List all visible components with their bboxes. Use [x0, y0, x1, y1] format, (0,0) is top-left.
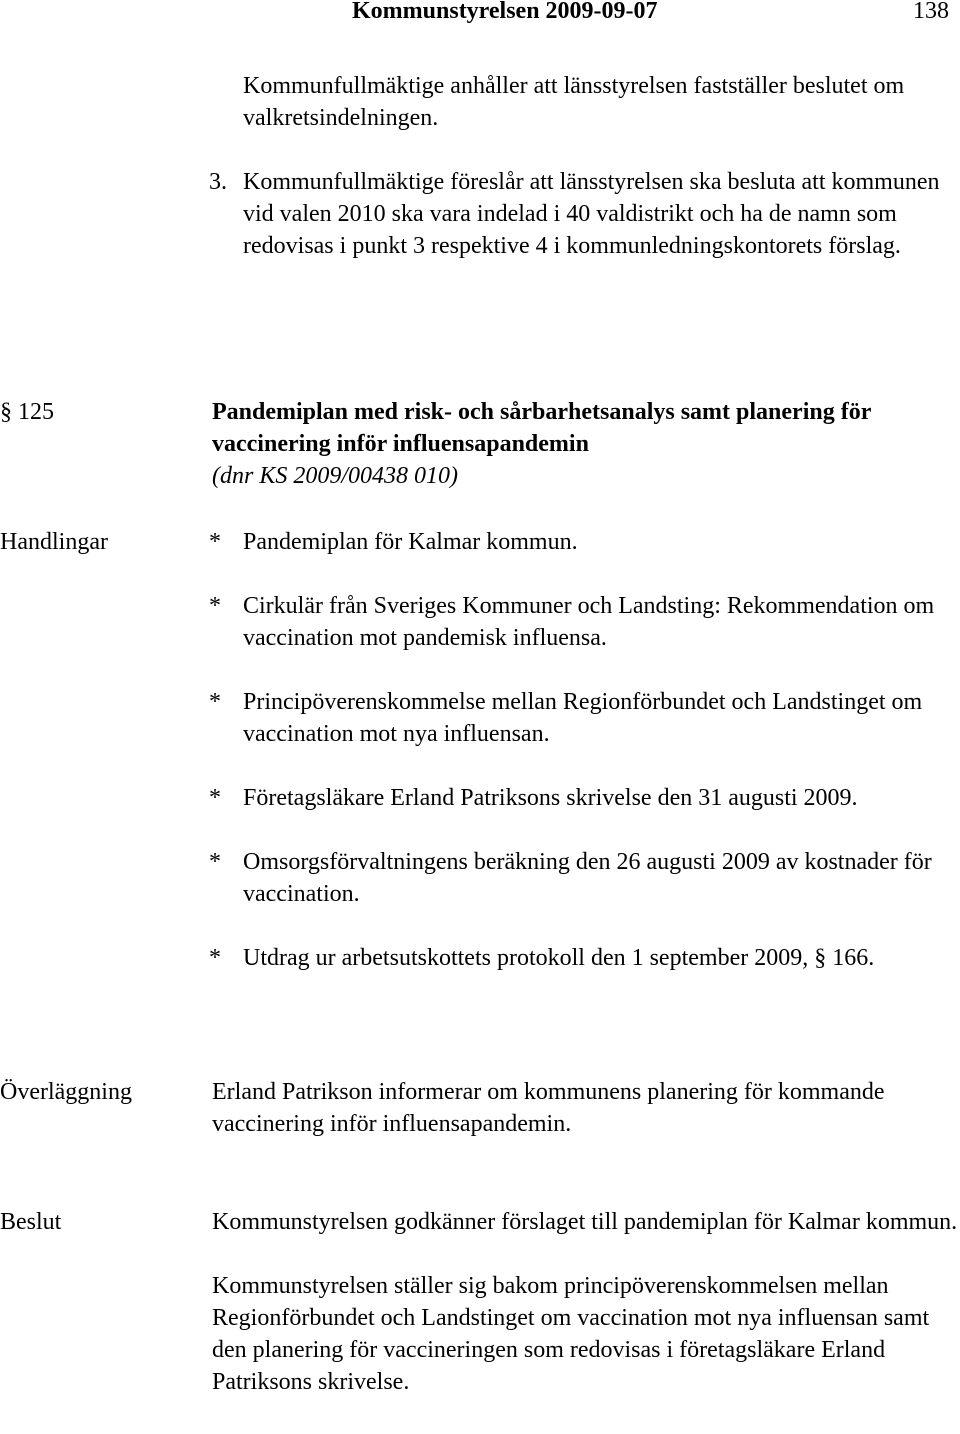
bullet-marker: *: [209, 849, 221, 875]
intro-text: Kommunfullmäktige anhåller att länsstyrelsen fastställer beslutet om valkretsindelningen.: [243, 73, 905, 131]
list-item: [209, 526, 960, 558]
list-item: [209, 686, 960, 750]
numbered-point-3: [209, 166, 960, 262]
list-item: [209, 942, 960, 974]
point-text: Kommunfullmäktige föreslår att länsstyrelsen ska besluta att kommunen vid valen 2010 ska vara indelad i 40 valdistrikt och ha de namn som redovisas i punkt 3 respektive 4 i kommunledningskontorets förslag.: [243, 169, 940, 259]
handlingar-label: Handlingar: [0, 529, 108, 555]
overlaggning-text: Erland Patrikson informerar om kommunens planering för kommande vaccinering inför influensapandemin.: [212, 1079, 885, 1137]
list-item: [209, 782, 960, 814]
bullet-marker: *: [209, 689, 221, 715]
list-item-text: Pandemiplan för Kalmar kommun.: [243, 529, 578, 555]
list-item-text: Cirkulär från Sveriges Kommuner och Landsting: Rekommendation om vaccination mot pandemisk influensa.: [243, 593, 935, 651]
list-item-text: Företagsläkare Erland Patriksons skrivelse den 31 augusti 2009.: [243, 785, 858, 811]
list-item-text: Utdrag ur arbetsutskottets protokoll den 1 september 2009, § 166.: [243, 945, 875, 971]
handlingar-list: [209, 526, 960, 1006]
beslut-label: Beslut: [0, 1209, 62, 1235]
intro-paragraph: [243, 70, 943, 134]
point-number: 3.: [209, 169, 227, 195]
overlaggning-paragraph: [212, 1076, 960, 1140]
bullet-marker: *: [209, 945, 221, 971]
bullet-marker: *: [209, 785, 221, 811]
section-number: § 125: [0, 399, 54, 425]
list-item-text: Omsorgsförvaltningens beräkning den 26 augusti 2009 av kostnader för vaccination.: [243, 849, 932, 907]
beslut-paragraphs: [212, 1206, 960, 1398]
section-title: Pandemiplan med risk- och sårbarhetsanalys samt planering för vaccinering inför influensapandemin: [212, 399, 871, 457]
document-header-title: Kommunstyrelsen 2009-09-07: [352, 0, 658, 24]
list-item: [209, 590, 960, 654]
list-item: [209, 846, 960, 910]
beslut-paragraph: Kommunstyrelsen ställer sig bakom principöverenskommelsen mellan Regionförbundet och Landstinget om vaccination mot nya influensan samt den planering för vaccineringen som redovisas i företagsläkare Erland Patriksons skrivelse.: [212, 1273, 930, 1395]
overlaggning-label: Överläggning: [0, 1079, 132, 1105]
beslut-paragraph: Kommunstyrelsen godkänner förslaget till pandemiplan för Kalmar kommun.: [212, 1209, 958, 1235]
bullet-marker: *: [209, 529, 221, 555]
list-item-text: Principöverenskommelse mellan Regionförbundet och Landstinget om vaccination mot nya influensan.: [243, 689, 923, 747]
bullet-marker: *: [209, 593, 221, 619]
section-dnr: (dnr KS 2009/00438 010): [212, 463, 458, 489]
page-number: 138: [913, 0, 949, 24]
